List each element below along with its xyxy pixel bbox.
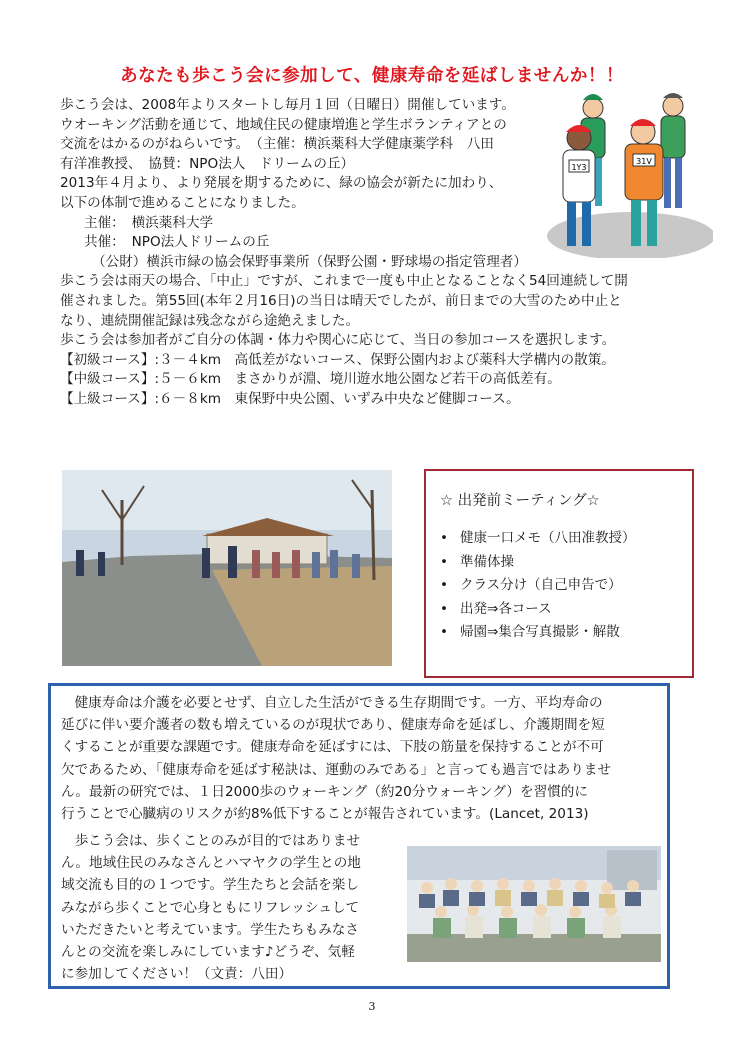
club-line: んとの交流を楽しみにしています♪どうぞ、気軽 [61, 944, 355, 961]
intro-line: 歩こう会は、2008年よりスタートし毎月１回（日曜日）開催しています。 [60, 97, 515, 113]
meeting-item: • 帰園⇒集合写真撮影・解散 [440, 620, 636, 644]
health-line: 行うことで心臓病のリスクが約8%低下することが報告されています。(Lancet, 2013) [61, 806, 589, 823]
health-line: ん。最新の研究では、１日2000歩のウォーキング（約20分ウォーキング）を習慣的に [61, 783, 588, 800]
meeting-item: • 出発⇒各コース [440, 597, 636, 621]
intro-line: 2013年４月より、より発展を期するために、緑の協会が新たに加わり、 [60, 175, 503, 192]
health-line: 欠であるため、「健康寿命を延ばす秘訣は、運動のみである」と言っても過言ではありませ [61, 761, 611, 778]
health-paragraph [61, 692, 661, 825]
park-meeting-photo [62, 470, 392, 666]
club-line: みながら歩くことで心身ともにリフレッシュして [61, 899, 360, 916]
body-line: 歩こう会は参加者がご自分の体調・体力や関心に応じて、当日の参加コースを選択します。 [60, 332, 616, 349]
club-line: 歩こう会は、歩くことのみが目的ではありませ [61, 833, 361, 849]
body-line: 歩こう会は雨天の場合、「中止」ですが、これまで一度も中止となることなく54回連続して開 [60, 273, 628, 290]
meeting-item: • クラス分け（自己申告で） [440, 573, 636, 597]
walkers-illustration [545, 86, 713, 258]
meeting-item: • 準備体操 [440, 550, 636, 574]
course-advanced: 【上級コース】:６－８km 東保野中央公園、いずみ中央など健脚コース。 [60, 390, 520, 407]
group-photo [407, 846, 661, 962]
course-beginner: 【初級コース】:３－４km 高低差がないコース、保野公園内および薬科大学構内の散策。 [60, 351, 615, 368]
organizer-cohost2: （公財）横浜市緑の協会保野事業所（保野公園・野球場の指定管理者） [92, 253, 527, 270]
bib-number: 31V [636, 157, 652, 166]
organizer-cohost: 共催： NPO法人ドリームの丘 [84, 234, 270, 251]
club-line: 域交流も目的の１つです。学生たちと会話を楽し [61, 877, 359, 894]
walker-back-right [661, 93, 685, 208]
intro-line: ウオーキング活動を通じて、地域住民の健康増進と学生ボランティアとの [60, 116, 507, 133]
intro-line: 交流をはかるのがねらいです。 （主催：横浜薬科大学健康薬学科 八田 [60, 136, 494, 153]
healthy-life-box [48, 683, 670, 989]
course-intermediate: 【中級コース】:５－６km まさかりが淵、境川遊水地公園など若干の高低差有。 [60, 371, 561, 388]
body-line: 催されました。第55回(本年２月16日)の当日は晴天でしたが、前日までの大雪のため中止と [60, 292, 622, 309]
club-paragraph [61, 830, 411, 985]
body-line: なり、連続開催記録は残念ながら途絶えました。 [60, 312, 360, 329]
organizer-host: 主催： 横浜薬科大学 [84, 214, 214, 231]
health-line: くすることが重要な課題です。健康寿命を延ばすには、下肢の筋量を保持することが不可 [61, 739, 604, 756]
meeting-title: ☆ 出発前ミーティング☆ [440, 493, 600, 509]
intro-line: 有洋准教授、 協賛：NPO法人 ドリームの丘） [60, 155, 355, 172]
bib-number: 1Y3 [571, 163, 587, 172]
club-line: いただきたいと考えています。学生たちもみなさ [61, 921, 359, 938]
page-title: あなたも歩こう会に参加して、健康寿命を延ばしませんか！！ [120, 66, 624, 86]
meeting-item: • 健康一口メモ（八田准教授） [440, 526, 636, 550]
health-line: 延びに伴い要介護者の数も増えているのが現状であり、健康寿命を延ばし、介護期間を短 [61, 717, 605, 734]
page-number: 3 [368, 1000, 376, 1013]
club-line: に参加してください！（文責：八田） [61, 966, 293, 983]
club-line: ん。地域住民のみなさんとハマヤクの学生との地 [61, 855, 361, 872]
meeting-list [440, 526, 636, 644]
intro-line: 以下の体制で進めることになりました。 [60, 194, 305, 211]
pre-departure-meeting-box [424, 469, 694, 678]
health-line: 健康寿命は介護を必要とせず、自立した生活ができる生存期間です。一方、平均寿命の [61, 695, 603, 711]
